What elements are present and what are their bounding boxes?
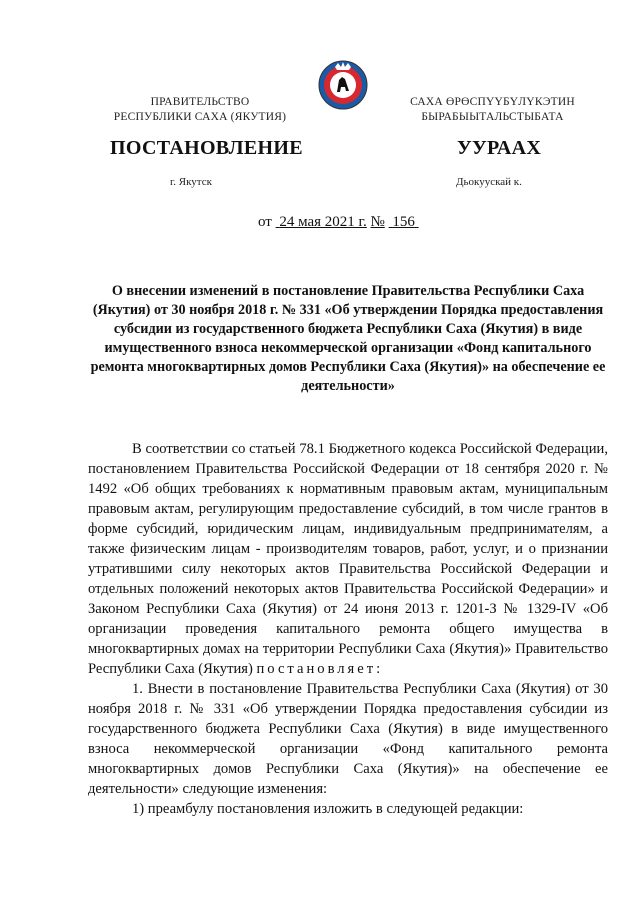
government-name-ru xyxy=(100,95,300,125)
date-value: 24 мая 2021 г. xyxy=(279,214,367,230)
document-title: О внесении изменений в постановление Правительства Республики Саха (Якутия) от 30 ноября 2018 г. № 331 «Об утверждении Порядка предоставления субсидии из государственного бюджета Республики Саха (Якутия) в виде имущественного взноса некоммерческой организации «Фонд капитального ремонта многоквартирных домов Республики Саха (Якутия)» на обеспечение ее деятельности» xyxy=(90,283,606,394)
coat-of-arms-icon xyxy=(318,58,368,112)
doc-type-ru: ПОСТАНОВЛЕНИЕ xyxy=(110,137,303,159)
gov-sah-line-1: САХА ӨРӨСПҮҮБҮЛҮКЭТИН xyxy=(410,96,575,108)
gov-sah-line-2: БЫРАБЫЫТАЛЬСТЫБАТА xyxy=(421,111,564,123)
gov-line-1: ПРАВИТЕЛЬСТВО xyxy=(150,96,250,108)
government-name-sah xyxy=(385,95,600,125)
item-1-paragraph: 1. Внести в постановление Правительства Республики Саха (Якутия) от 30 ноября 2018 г. № 331 «Об утверждении Порядка предоставления субсидии из государственного бюджета Республики Саха (Якутия) в виде имущественного взноса некоммерческой организации «Фонд капитального ремонта многоквартирных домов Республики Саха (Якутия)» на обеспечение ее деятельности» следующие изменения: xyxy=(88,681,608,797)
preamble-text: В соответствии со статьей 78.1 Бюджетного кодекса Российской Федерации, постановлением Правительства Российской Федерации от 18 сентября 2020 г. № 1492 «Об общих требованиях к нормативным правовым актам, муниципальным правовым актам, регулирующим предоставление субсидий, в том числе грантов в форме субсидий, юридическим лицам, индивидуальным предпринимателям, а также физическим лицам - производителям товаров, работ, услуг, и о признании утратившими силу некоторых актов Правительства Российской Федерации и отдельных положений некоторых актов Правительства Российской Федерации» и Законом Республики Саха (Якутия) от 24 июня 2013 г. 1201-З № 1329-IV «Об организации проведения капитального ремонта общего имущества в многоквартирных домах на территории Республики Саха (Якутия)» Правительство Республики Саха (Якутия) xyxy=(88,441,608,677)
city-sah: Дьокуускай к. xyxy=(456,176,522,188)
subitem-1-paragraph: 1) преамбулу постановления изложить в следующей редакции: xyxy=(132,801,524,817)
preamble-paragraph xyxy=(88,439,608,679)
city-ru: г. Якутск xyxy=(170,176,212,188)
date-line xyxy=(258,214,419,231)
doc-type-sah: УУРААХ xyxy=(457,137,542,159)
date-prefix: от xyxy=(258,214,272,230)
document-body xyxy=(88,439,608,819)
number-value: 156 xyxy=(392,214,415,230)
resolves-verb: постановляет: xyxy=(256,661,384,677)
gov-line-2: РЕСПУБЛИКИ САХА (ЯКУТИЯ) xyxy=(113,111,287,123)
number-sign: № xyxy=(370,214,385,230)
